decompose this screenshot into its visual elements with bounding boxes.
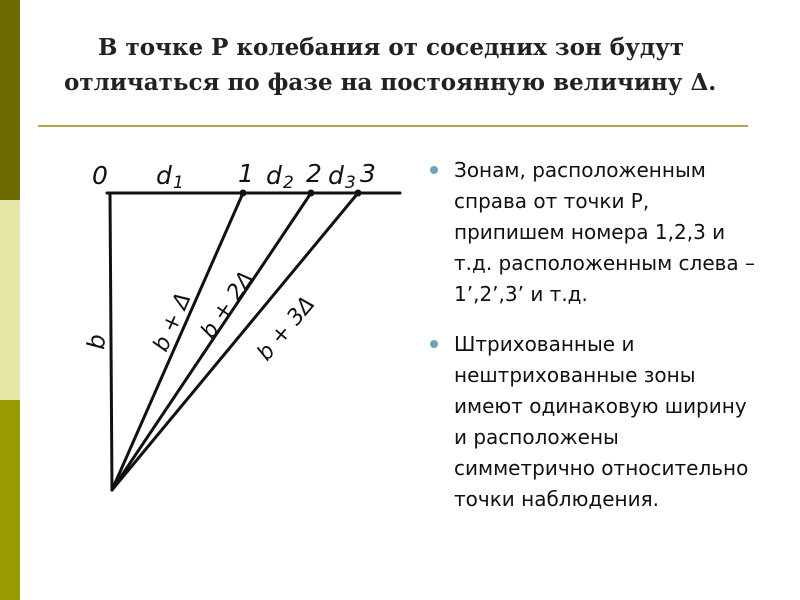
- label-d-subscript-2: 2: [283, 173, 294, 193]
- bullet-list: [428, 155, 758, 534]
- diagram-point-2: [308, 190, 315, 197]
- label-d: d: [328, 161, 344, 190]
- fresnel-zone-diagram: [80, 150, 410, 500]
- label-point-1: 1: [238, 159, 254, 188]
- bullet-text: Зонам, расположенным справа от точки Р, припишем номера 1,2,3 и т.д. расположенным слева – 1’,2’,3’ и т.д.: [454, 158, 756, 306]
- bullet-item: [428, 329, 758, 515]
- label-b-plus-delta: b + Δ: [148, 289, 197, 356]
- label-d: d: [266, 161, 282, 190]
- bullet-dot-icon: [430, 340, 438, 348]
- sidebar-segment-light: [0, 200, 20, 400]
- label-d-subscript-3: 3: [345, 173, 356, 193]
- slide-title-line-2: отличаться по фазе на постоянную величину Δ.: [64, 69, 717, 96]
- slide-title-line-1: В точке Р колебания от соседних зон будут: [98, 34, 685, 61]
- diagram-point-1: [240, 190, 247, 197]
- label-b: b: [82, 333, 112, 351]
- bullet-item: [428, 155, 758, 310]
- sidebar-segment-dark: [0, 0, 20, 200]
- diagram-ray-3: [112, 193, 358, 490]
- slide-title: [40, 30, 780, 100]
- label-point-3: 3: [360, 159, 376, 188]
- sidebar-segment-olive: [0, 400, 20, 600]
- bullet-dot-icon: [430, 166, 438, 174]
- label-d-subscript-1: 1: [173, 173, 184, 193]
- sidebar-accent: [0, 0, 20, 600]
- label-b-plus-2delta: b + 2Δ: [196, 266, 260, 344]
- label-b-plus-3delta: b + 3Δ: [252, 291, 321, 366]
- label-point-2: 2: [306, 159, 322, 188]
- label-d: d: [156, 161, 172, 190]
- title-divider: [38, 125, 748, 127]
- label-origin-0: 0: [92, 161, 108, 190]
- bullet-text: Штрихованные и нештрихованные зоны имеют одинаковую ширину и расположены симметрично относительно точки наблюдения.: [454, 332, 749, 511]
